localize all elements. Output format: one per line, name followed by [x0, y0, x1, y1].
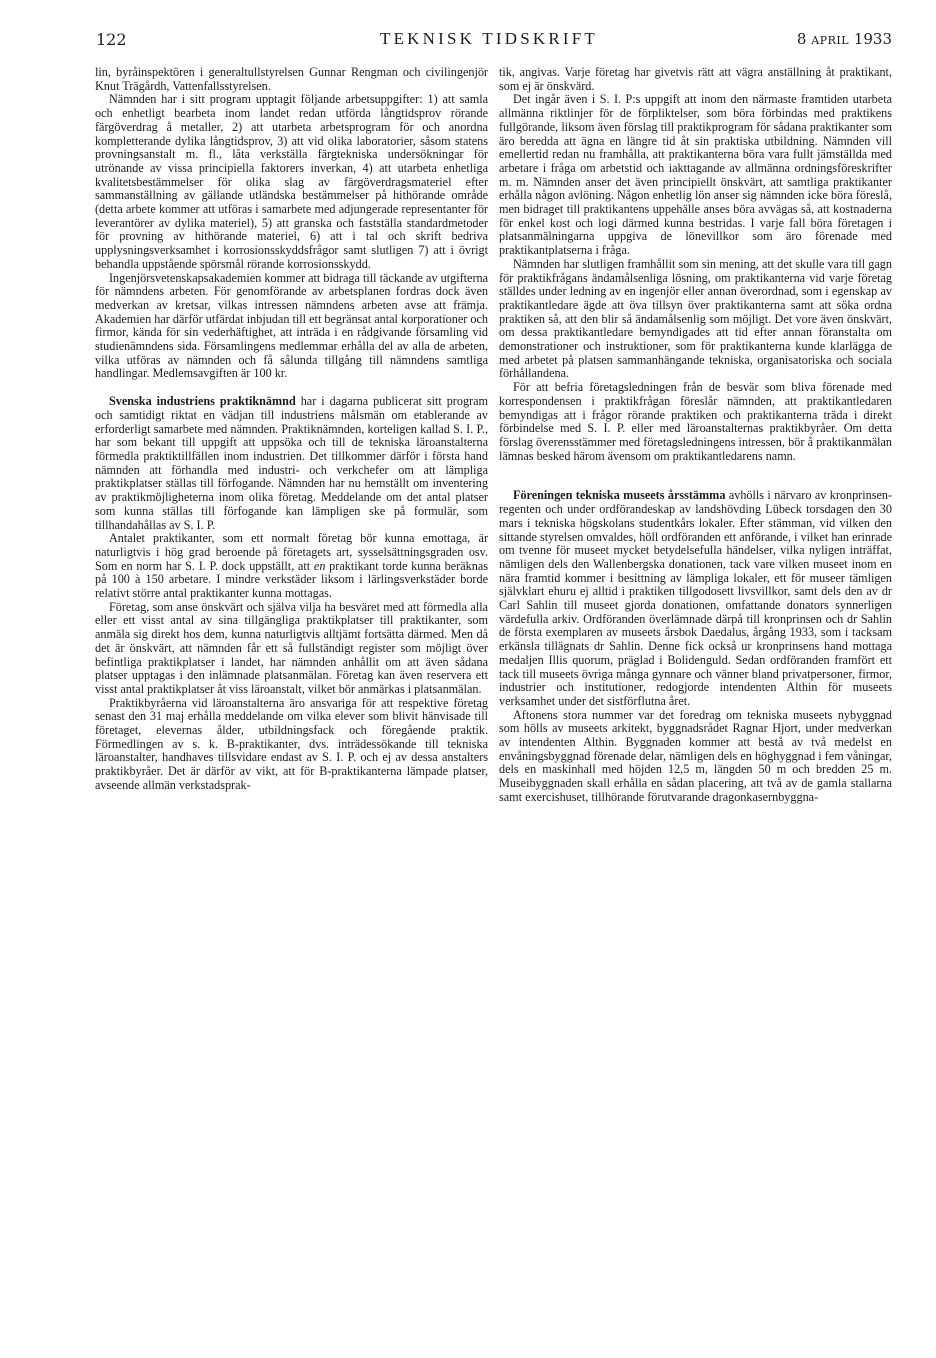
issue-date — [797, 30, 892, 48]
paragraph: Ingenjörsvetenskapsakademien kommer att bidraga till täckande av utgifterna för nämndens arbeten. För genomförande av arbetsplanen fordras dock även medverkan av kretsar, vilkas intressen nämndens arbeten avse att främja. Akademien har därför utfärdat inbjudan till ett begränsat antal korporationer och firmor, kända för sin vederhäftighet, att inträda i en rådgivande församling vid studienämndens sida. Församlingens medlemmar erhålla del av alla de arbeten, vilka utföras av nämnden och få sålunda tillgång till nämndens samtliga handlingar. Medlemsavgiften är 100 kr. — [95, 270, 488, 381]
paragraph: Aftonens stora nummer var det foredrag om tekniska museets nybyggnad som hölls av museets arkitekt, byggnadsrådet Ragnar Hjort, under medverkan av intendenten Althin. Byggnaden kommer att bestå av två medelst en envåningsbyggnad förenade delar, nämligen dels en höghyggnad i fem våningar, dels en maskinhall med höjden 12,5 m, längden 50 m och bredden 25 m. Museibyggnaden skall erhålla en sådan placering, att två av de gamla stallarna samt exercishuset, tillhörande förutvarande dragonkasernbyggna- — [499, 707, 892, 804]
section-lead-text: har i dagarna publicerat sitt program och samtidigt riktat en vädjan till industriens målsmän om etablerande av erforderligt samarbete med nämnden. Praktiknämnden, korteligen kallad S. I. P., har som bekant till uppgift att uppsöka och till de tekniska läroanstalterna förmedla praktiktillfällen inom industrien. Det tillkommer därför i första hand nämnden att förhandla med industri- och verkchefer om att lämpliga praktikplatser ställas till förfogande. Nämnden har nu hemställt om inventering av praktikmöjligheterna inom olika företag. Meddelande om det antal platser som kunna ställas till förfogande kan lämpligen ske på formulär, som tillhandahållas av S. I. P. — [95, 394, 488, 532]
issue-date-month: APRIL — [811, 34, 850, 47]
paragraph: Praktikbyråerna vid läroanstalterna äro ansvariga för att respektive företag senast den 31 maj erhålla meddelande om vilka elever som blivit hänvisade till företaget, elevernas ålder, utbildningsfack och föregående praktik. Förmedlingen av s. k. B-praktikanter, dvs. inträdessökande till tekniska läroanstalter, handhaves tillsvidare endast av S. I. P. och ej av dessa anstalters praktikbyråer. Det är därför av vikt, att för B-praktikanterna lämpade platser, avseende allmän verkstadsprak- — [95, 695, 488, 792]
paragraph: lin, byråinspektören i generaltullstyrelsen Gunnar Rengman och civilingenjör Knut Trägårdh, Vattenfallsstyrelsen. — [95, 65, 488, 93]
paragraph-text: Antalet praktikanter, som ett normalt företag bör kunna emottaga, är naturligtvis i hög grad beroende på företagets art, sysselsättningsgraden osv. Som en norm har S. I. P. dock uppställt, att — [95, 531, 488, 573]
paragraph: För att befria företagsledningen från de besvär som bliva förenade med korrespondensen i praktikfrågan föreslår nämnden, att praktikantledaren bemyndigas att i frågor rörande praktiken och praktikanterna träda i direkt förbindelse med S. I. P. eller med läroanstalternas praktikbyråer. Om detta förslag överensstämmer med företagsledningens intressen, bör å praktikanmälan lämnas besked härom ävensom om praktikantledarens namn. — [499, 380, 892, 463]
page-number: 122 — [96, 30, 127, 49]
section-heading: Föreningen tekniska museets årsstämma — [513, 488, 726, 503]
left-column — [95, 66, 488, 793]
section-lead-text: avhölls i närvaro av kronprinsen-regenten och under ordförandeskap av landshövding Lübeck torsdagen den 30 mars i tekniska högskolans studentkårs lokaler. Efter stämman, vid vilken den sittande styrelsen omvaldes, höll ordföranden ett anförande, i vilket han erinrade om tvenne för museet mycket betydelsefulla händelser, vilka nyligen inträffat, nämligen dels den Wallenbergska donationen, tack vare vilken museet inom en nära framtid kommer i besittning av lämpliga lokaler, ett för museer tämligen självklart ehuru ej alltid i praktiken tillgodosett livsvillkor, samt dels den av dr Carl Sahlin till museet gjorda donationen, omfattande donators synnerligen värdefulla arkiv. Ordföranden överlämnade därpå till kronprinsen och dr Sahlin de första exemplaren av museets årsbok Daedalus, årgång 1933, som i tacksam erkänsla tillägnats dr Sahlin. Denne fick också ur kronprinsens hand mottaga medaljen Illis quorum, präglad i Bolidenguld. Sedan ordföranden framfört ett tack till museets övriga många gynnare och vänner bland privatpersoner, firmor, industrier och institutioner, redogjorde intendenten Althin för museets verksamhet under det sistförflutna året. — [499, 488, 893, 708]
issue-date-day: 8 — [796, 30, 807, 48]
section-praktiknamnd — [95, 395, 488, 532]
paragraph: Det ingår även i S. I. P:s uppgift att inom den närmaste framtiden utarbeta allmänna riktlinjer för de förpliktelser, som böra förbindas med praktikens fullgörande, liksom även förslag till praktikprogram för sådana praktikanter som äro beredda att ägna en längre tid åt sin praktiska utbildning. Nämnden vill emellertid redan nu framhålla, att praktikanterna böra vara fullt jämställda med arbetare i fråga om arbetstid och iakttagande av allmänna ordningsföreskrifter m. m. Nämnden anser det även principiellt önskvärt, att samtliga praktikanter erhålla någon avlöning. Någon enhetlig lön anser sig nämnden icke böra föreslå, men bidraget till praktikantens uppehälle anses böra avvägas så, att kostnaderna för enkel kost och logi därmed kunna bestridas. I varje fall böra företagen i platsanmälningarna uppgiva de lönevillkor som äro förenade med praktikantplatserna i fråga. — [499, 92, 892, 258]
emphasis-text: en — [313, 558, 326, 573]
section-heading: Svenska industriens praktiknämnd — [109, 394, 296, 409]
right-column — [499, 66, 892, 805]
paragraph: Företag, som anse önskvärt och själva vilja ha besväret med att förmedla alla eller ett visst antal av sina tillgängliga praktikplatser till praktikanter, som anmäla sig direkt hos dem, kunna naturligtvis alltjämt fortsätta därmed. Men då det är önskvärt, att nämnden får ett så fullständigt register som möjligt över befintliga praktikplatser i landet, har nämnden anhållit om att även sådana platser upptagas i den inlämnade platsanmälan. Företag kan även reservera ett visst antal praktikplatser åt viss läroanstalt, vilket bör anmärkas i platsanmälan. — [95, 599, 488, 696]
page-header — [86, 28, 892, 54]
paragraph: Nämnden har slutligen framhållit som sin mening, att det skulle vara till gagn för praktikfrågans ändamålsenliga lösning, om praktikanterna vid varje företag ställdes under ledning av en ingenjör eller annan överordnad, som i egenskap av praktikantledare ägde att öva tillsyn över praktikanterna samt att söka ordna praktiken så, att den blir så ändamålsenlig som möjligt. Det vore även önskvärt, om dessa praktikantledare bemyndigades att tid efter annan föranstalta om demonstrationer och instruktioner, som för praktikanterna kunde klarlägga de med arbetet på platsen sammanhängande tekniska, organisatoriska och sociala förhållandena. — [499, 256, 892, 381]
paragraph: tik, angivas. Varje företag har givetvis rätt att vägra anställning åt praktikant, som ej är önskvärd. — [499, 65, 892, 93]
paragraph — [95, 532, 488, 601]
paragraph: Nämnden har i sitt program upptagit följande arbetsuppgifter: 1) att samla och enhetligt bearbeta inom landet redan utförda långtidsprov rörande färgöverdrag å metaller, 2) att utarbeta arbetsprogram för och anordna kompletterande dylika långtidsprov, 3) att vid olika laboratorier, såsom statens provningsanstalt m. fl., låta verkställa färgtekniska undersökningar för utrönande av vissa principiella faktorers inverkan, 4) att utarbeta enhetliga kvalitetsbestämmelser för olika slag av färgöverdragsmateriel efter sammanställning av gällande utländska bestämmelser på hithörande område (detta arbete kommer att utföras i samarbete med adjungerade representanter för leverantörer av dylika materiel), 5) att granska och fastställa standardmetoder för provning av hithörande materiel, 6) att i tal och skrift bedriva upplysningsverksamhet i korrosionsskyddsfrågor samt slutligen 7) att i övrigt behandla uppstående spörsmål rörande korrosionsskydd. — [95, 92, 488, 271]
section-tekniska-museet — [499, 489, 892, 708]
journal-title: TEKNISK TIDSKRIFT — [380, 29, 598, 48]
paragraph-text: praktikant torde kunna beräknas på 100 à 150 arbetare. I mindre verkstäder liksom i lärlingsverkstäder borde relativt större antal praktikanter kunna mottagas. — [95, 558, 488, 601]
issue-date-year: 1933 — [853, 30, 892, 48]
